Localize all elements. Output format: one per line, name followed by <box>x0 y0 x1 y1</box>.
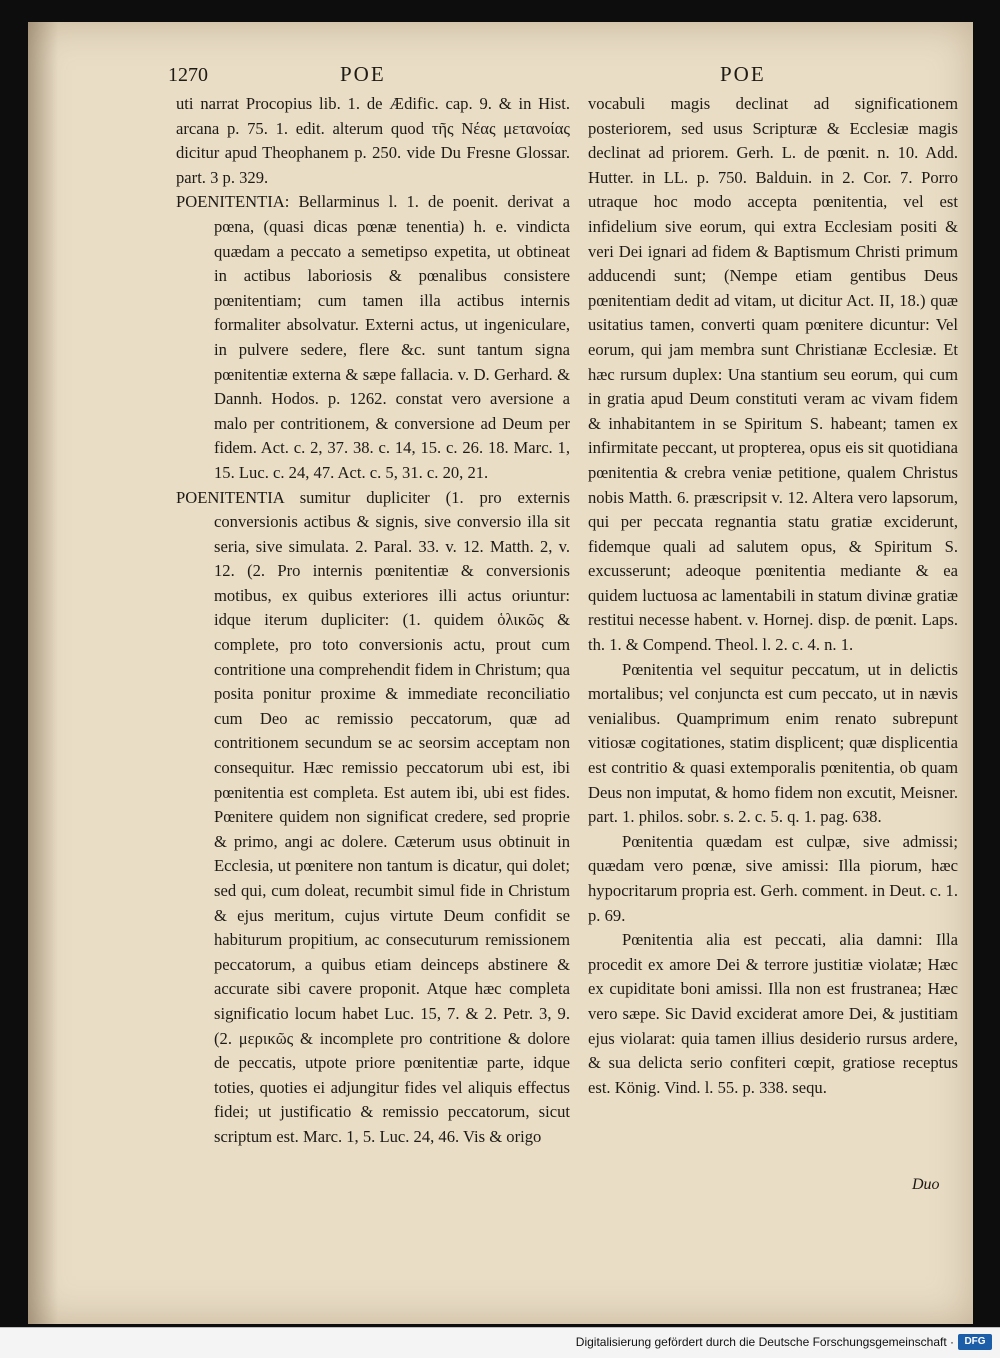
funding-notice: Digitalisierung gefördert durch die Deutsche Forschungsgemeinschaft · <box>575 1335 954 1349</box>
left-paragraph: uti narrat Procopius lib. 1. de Ædific. cap. 9. & in Hist. arcana p. 75. 1. edit. alterum quod τῆς Νέας μετανοίας dicitur apud Theophanem p. 250. vide Du Fresne Glossar. part. 3 p. 329. <box>176 94 570 187</box>
right-paragraph: Pœnitentia vel sequitur peccatum, ut in delictis mortalibus; vel conjuncta est cum peccato, ut in nævis venialibus. Quamprimum enim renato subrepunt vitiosæ cogitationes, statim displicent; quæ displicentia est contritio & quasi extemporalis pœnitentia, ob quam Deus non imputat, & homo fidem non excutit, Meisner. part. 1. philos. sobr. s. 2. c. 5. q. 1. pag. 638. <box>588 659 958 827</box>
dfg-logo: DFG <box>958 1334 992 1350</box>
page-number: 1270 <box>168 64 208 86</box>
page-gutter-shadow <box>28 22 58 1324</box>
left-paragraph: POENITENTIA: Bellarminus l. 1. de poenit. derivat a pœna, (quasi dicas pœnæ tenentia) h. e. vindicta quædam a peccato a semetipso expetita, ut obtineat in actibus laboriosis & pœnalibus consistere pœnitentiam; cum tamen illa actibus internis formaliter absolvatur. Externi actus, ut ingeniculare, in pulvere sedere, flere &c. sunt tantum signa pœnitentiæ externa & sæpe fallacia. v. D. Gerhard. & Dannh. Hodos. p. 1262. constat vero aversione a malo per contritionem, & conversione ad Deum per fidem. Act. c. 2, 37. 38. c. 14, 15. c. 26. 18. Marc. 1, 15. Luc. c. 24, 47. Act. c. 5, 31. c. 20, 21. <box>176 192 570 482</box>
right-paragraph: Pœnitentia alia est peccati, alia damni: Illa procedit ex amore Dei & terrore justitiæ violatæ; Hæc ex cupiditate boni amissi. Illa non est frustranea; Hæc vero sæpe. Sic David exciderat amore Dei, & justitiam ejus violarat: quia tamen illius desiderio rursus ardere, & sua delicta serio confiteri cœpit, gratiose receptus est. König. Vind. l. 55. p. 338. sequ. <box>588 930 958 1097</box>
left-paragraph: POENITENTIA sumitur dupliciter (1. pro externis conversionis actibus & signis, sive conversio illa sit seria, sive simulata. 2. Paral. 33. v. 12. Matth. 2, v. 12. (2. Pro internis pœnitentiæ & conversionis motibus, ex quibus exteriores illi actus oriuntur: idque iterum dupliciter: (1. quidem ὁλικῶς & complete, pro toto conversionis actu, prout cum contritione una comprehendit fidem in Christum; qua posita ponitur proxime & immediate reconciliatio cum Deo ac remissio peccatorum, quæ ad contritionem secundum se ac seorsim acceptam non consequitur. Hæc remissio peccatorum ubi est, ibi pœnitentia est completa. Est autem ibi, ubi est fides. Pœnitere quidem non significat credere, sed proprie & primo, angi ac dolere. Cæterum usus obtinuit in Ecclesia, ut pœnitere non tantum is dicatur, qui dolet; sed qui, cum doleat, recumbit simul fide in Christum & ejus meritum, cujus virtute Deum confidit se habiturum propitium, ac consecuturum remissionem peccatorum, a quibus etiam deinceps abstinere & accurate sibi cavere proponit. Atque hæc completa significatio locum habet Luc. 15, 7. & 2. Petr. 3, 9. (2. μερικῶς & incomplete pro contritione & dolore de peccatis, utpote priore pœnitentiæ parte, idque toties, quoties ei adjungitur fides vel aliquis effectus fidei; ut justificatio & remissio peccatorum, sicut scriptum est. Marc. 1, 5. Luc. 24, 46. Vis & origo <box>176 487 570 1146</box>
right-paragraph: vocabuli magis declinat ad significationem posteriorem, sed usus Scripturæ & Ecclesiæ magis declinat ad priorem. Gerh. L. de pœnit. n. 10. Add. Hutter. in LL. p. 750. Balduin. in 2. Cor. 7. Porro utraque hoc modo accepta pœnitentia, vel est infidelium sive eorum, qui extra Ecclesiam positi & veri Dei ignari ad fidem & Baptismum Christi primum adducendi sunt; (Nempe etiam gentibus Deus pœnitentiam dedit ad vitam, ut dicitur Act. II, 18.) quæ usitatius tamen, converti quam pœnitere dicuntur: Vel eorum, qui jam membra sunt Christianæ Ecclesiæ. Et hæc rursum duplex: Una stantium seu eorum, qui cum in gratia apud Deum constituti veram ac vivam fidem & inhabitantem in se Spiritum S. habeant; tamen ex infirmitate peccant, ut propterea, opus eis sit quotidiana pœnitentia & crebra veniæ petitione, qualem Christus nobis Matth. 6. præscripsit v. 12. Altera vero lapsorum, qui per peccata regnantia statu gratiæ exciderunt, fidemque quali ad salutem opus, & Spiritum S. excusserunt; adeoque pœnitentia mediante & ea quidem luctuosa ac lamentabili in statum divinæ gratiæ restitui necesse habent. v. Hornej. disp. de pœnit. Laps. th. 1. & Compend. Theol. l. 2. c. 4. n. 1. <box>588 94 958 655</box>
running-head-right: POE <box>720 62 766 86</box>
catchword: Duo <box>912 1176 940 1193</box>
running-head-left: POE <box>340 62 386 86</box>
right-column <box>588 92 958 1100</box>
right-paragraph: Pœnitentia quædam est culpæ, sive admissi; quædam vero pœnæ, sive amissi: Illa piorum, hæc hypocritarum propria est. Gerh. comment. in Deut. c. 1. p. 69. <box>588 831 958 925</box>
left-column <box>176 92 570 1150</box>
funding-footer <box>0 1327 1000 1358</box>
